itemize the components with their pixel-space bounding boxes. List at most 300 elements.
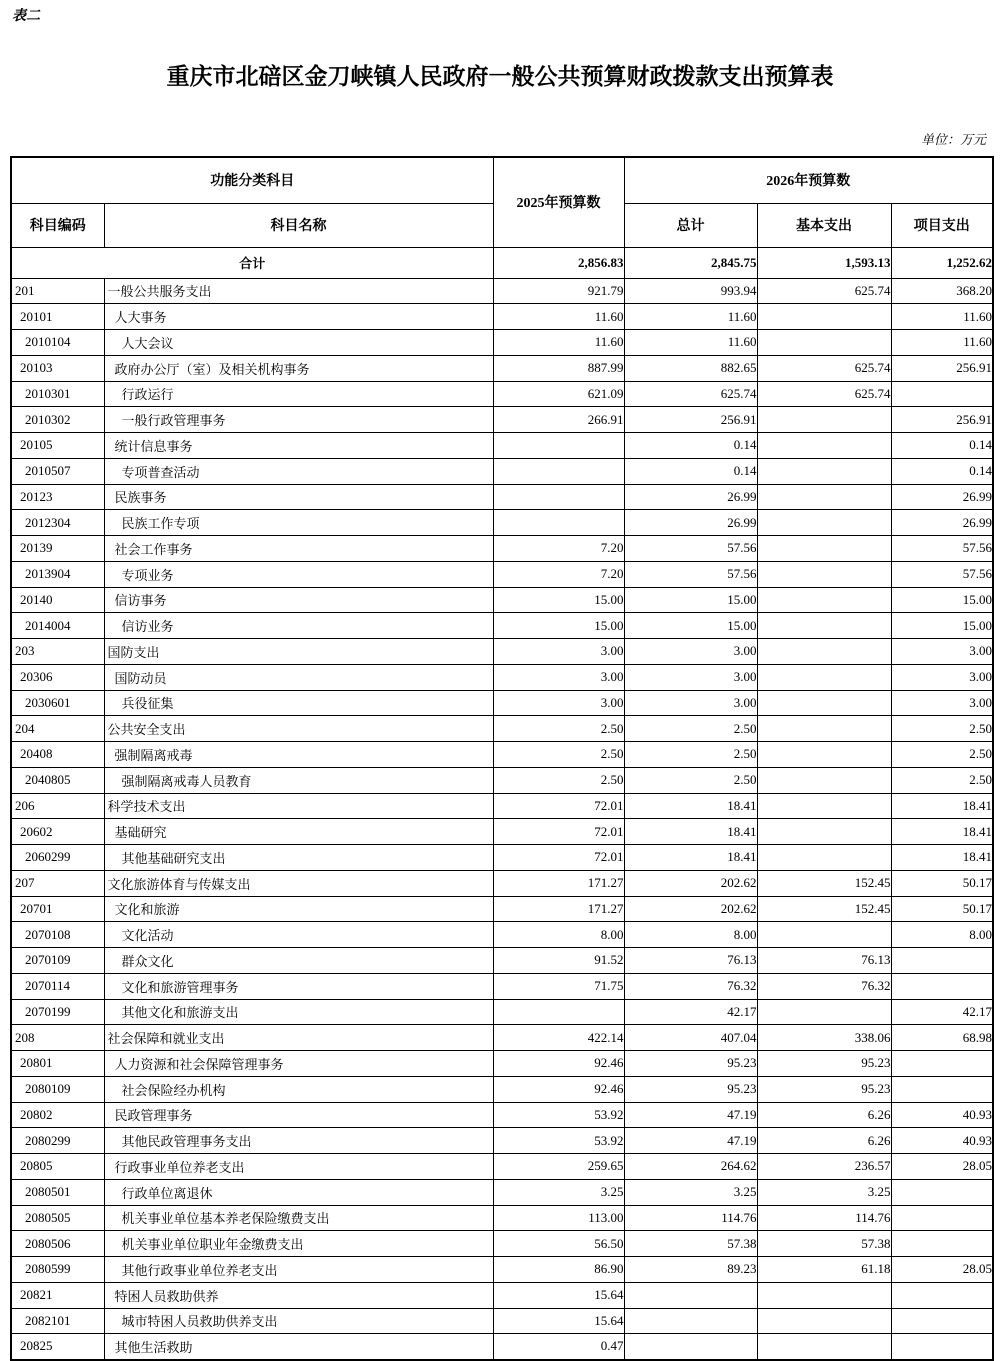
table-row: [11, 767, 993, 793]
code-cell: 20123: [11, 484, 104, 510]
value-2026-total-cell: 26.99: [624, 484, 757, 510]
code-cell: 2070114: [11, 973, 104, 999]
value-basic-cell: 236.57: [757, 1154, 891, 1180]
value-basic-cell: [757, 458, 891, 484]
value-2026-total-cell: 0.14: [624, 458, 757, 484]
value-2025-cell: 2.50: [493, 767, 624, 793]
value-2026-total-cell: 26.99: [624, 510, 757, 536]
value-project-cell: 28.05: [891, 1257, 993, 1283]
value-2025-cell: 7.20: [493, 561, 624, 587]
code-cell: 2014004: [11, 613, 104, 639]
value-2026-total-cell: 57.38: [624, 1231, 757, 1257]
value-2026-total-cell: [624, 1308, 757, 1334]
value-project-cell: 3.00: [891, 664, 993, 690]
name-cell: 其他文化和旅游支出: [104, 999, 493, 1025]
code-cell: 2040805: [11, 767, 104, 793]
value-2026-total-cell: 3.00: [624, 690, 757, 716]
name-cell: 其他民政管理事务支出: [104, 1128, 493, 1154]
value-2026-total-cell: 3.00: [624, 664, 757, 690]
value-2026-total-cell: 18.41: [624, 819, 757, 845]
value-2025-cell: 621.09: [493, 381, 624, 407]
table-body: [11, 278, 993, 1360]
value-project-cell: [891, 1334, 993, 1360]
value-2025-cell: 2.50: [493, 742, 624, 768]
value-2025-cell: 86.90: [493, 1257, 624, 1283]
name-cell: 行政单位离退休: [104, 1179, 493, 1205]
value-project-cell: 2.50: [891, 742, 993, 768]
value-basic-cell: 625.74: [757, 278, 891, 304]
value-2025-cell: 3.00: [493, 690, 624, 716]
value-project-cell: 0.14: [891, 433, 993, 459]
name-cell: 民族工作专项: [104, 510, 493, 536]
value-basic-cell: [757, 793, 891, 819]
value-2025-cell: 113.00: [493, 1205, 624, 1231]
grand-total-2025: 2,856.83: [493, 247, 624, 278]
value-basic-cell: 76.13: [757, 948, 891, 974]
value-basic-cell: [757, 304, 891, 330]
name-cell: 其他行政事业单位养老支出: [104, 1257, 493, 1283]
value-2026-total-cell: 407.04: [624, 1025, 757, 1051]
table-row: [11, 458, 993, 484]
value-2025-cell: 53.92: [493, 1128, 624, 1154]
value-2025-cell: [493, 484, 624, 510]
code-cell: 20802: [11, 1102, 104, 1128]
value-project-cell: [891, 948, 993, 974]
value-project-cell: [891, 1179, 993, 1205]
value-2026-total-cell: 89.23: [624, 1257, 757, 1283]
value-2026-total-cell: 3.00: [624, 639, 757, 665]
header-total: 总计: [624, 203, 757, 247]
code-cell: 2010301: [11, 381, 104, 407]
code-cell: 2082101: [11, 1308, 104, 1334]
name-cell: 国防动员: [104, 664, 493, 690]
table-row: [11, 664, 993, 690]
header-func-group: 功能分类科目: [11, 157, 493, 203]
table-row: [11, 922, 993, 948]
value-basic-cell: 625.74: [757, 381, 891, 407]
value-project-cell: 3.00: [891, 639, 993, 665]
code-cell: 206: [11, 793, 104, 819]
value-project-cell: 2.50: [891, 716, 993, 742]
table-row: [11, 639, 993, 665]
value-2025-cell: 3.25: [493, 1179, 624, 1205]
name-cell: 文化和旅游: [104, 896, 493, 922]
value-basic-cell: [757, 845, 891, 871]
table-row: [11, 381, 993, 407]
name-cell: 统计信息事务: [104, 433, 493, 459]
value-2026-total-cell: 202.62: [624, 896, 757, 922]
value-project-cell: [891, 1205, 993, 1231]
value-2025-cell: 15.64: [493, 1308, 624, 1334]
code-cell: 2010507: [11, 458, 104, 484]
value-2025-cell: 56.50: [493, 1231, 624, 1257]
code-cell: 207: [11, 870, 104, 896]
value-project-cell: 28.05: [891, 1154, 993, 1180]
value-2026-total-cell: 2.50: [624, 716, 757, 742]
code-cell: 2010104: [11, 330, 104, 356]
table-row: [11, 1128, 993, 1154]
value-basic-cell: 95.23: [757, 1051, 891, 1077]
value-basic-cell: [757, 330, 891, 356]
name-cell: 文化旅游体育与传媒支出: [104, 870, 493, 896]
value-2026-total-cell: 11.60: [624, 304, 757, 330]
value-2025-cell: 3.00: [493, 639, 624, 665]
value-2026-total-cell: 3.25: [624, 1179, 757, 1205]
value-project-cell: 11.60: [891, 304, 993, 330]
value-2025-cell: 887.99: [493, 355, 624, 381]
code-cell: 2080506: [11, 1231, 104, 1257]
value-project-cell: [891, 1308, 993, 1334]
value-2025-cell: 266.91: [493, 407, 624, 433]
value-2025-cell: 15.00: [493, 587, 624, 613]
value-basic-cell: 338.06: [757, 1025, 891, 1051]
value-project-cell: 18.41: [891, 845, 993, 871]
value-2025-cell: 53.92: [493, 1102, 624, 1128]
table-row: [11, 999, 993, 1025]
value-basic-cell: [757, 716, 891, 742]
code-cell: 2070108: [11, 922, 104, 948]
value-2026-total-cell: 256.91: [624, 407, 757, 433]
table-row: [11, 742, 993, 768]
value-basic-cell: 76.32: [757, 973, 891, 999]
code-cell: 20602: [11, 819, 104, 845]
value-basic-cell: 6.26: [757, 1102, 891, 1128]
name-cell: 城市特困人员救助供养支出: [104, 1308, 493, 1334]
value-project-cell: 2.50: [891, 767, 993, 793]
table-row: [11, 1282, 993, 1308]
header-2025-budget: 2025年预算数: [493, 157, 624, 247]
table-row: [11, 690, 993, 716]
table-row: [11, 1154, 993, 1180]
value-project-cell: 40.93: [891, 1102, 993, 1128]
value-basic-cell: [757, 690, 891, 716]
code-cell: 201: [11, 278, 104, 304]
value-basic-cell: [757, 742, 891, 768]
header-row-1: [11, 157, 993, 203]
value-basic-cell: [757, 639, 891, 665]
value-basic-cell: [757, 561, 891, 587]
grand-total-basic: 1,593.13: [757, 247, 891, 278]
value-2025-cell: 92.46: [493, 1076, 624, 1102]
code-cell: 2030601: [11, 690, 104, 716]
value-2025-cell: 259.65: [493, 1154, 624, 1180]
value-2026-total-cell: 882.65: [624, 355, 757, 381]
table-row: [11, 1179, 993, 1205]
value-2025-cell: 72.01: [493, 845, 624, 871]
name-cell: 人大事务: [104, 304, 493, 330]
code-cell: 20140: [11, 587, 104, 613]
name-cell: 专项业务: [104, 561, 493, 587]
value-basic-cell: [757, 587, 891, 613]
code-cell: 2013904: [11, 561, 104, 587]
value-2025-cell: 8.00: [493, 922, 624, 948]
value-2026-total-cell: 18.41: [624, 845, 757, 871]
value-project-cell: [891, 1051, 993, 1077]
name-cell: 机关事业单位基本养老保险缴费支出: [104, 1205, 493, 1231]
sheet-tag: 表二: [12, 9, 40, 24]
value-2026-total-cell: 76.13: [624, 948, 757, 974]
value-2025-cell: 171.27: [493, 896, 624, 922]
table-row: [11, 973, 993, 999]
code-cell: 20701: [11, 896, 104, 922]
code-cell: 20821: [11, 1282, 104, 1308]
value-project-cell: 40.93: [891, 1128, 993, 1154]
grand-total-total: 2,845.75: [624, 247, 757, 278]
value-2026-total-cell: 993.94: [624, 278, 757, 304]
code-cell: 203: [11, 639, 104, 665]
value-2026-total-cell: 57.56: [624, 561, 757, 587]
value-basic-cell: [757, 407, 891, 433]
name-cell: 文化活动: [104, 922, 493, 948]
value-project-cell: 0.14: [891, 458, 993, 484]
value-2025-cell: 3.00: [493, 664, 624, 690]
code-cell: 204: [11, 716, 104, 742]
code-cell: 208: [11, 1025, 104, 1051]
value-project-cell: 15.00: [891, 587, 993, 613]
grand-total-project: 1,252.62: [891, 247, 993, 278]
value-2026-total-cell: 114.76: [624, 1205, 757, 1231]
value-2025-cell: 72.01: [493, 819, 624, 845]
header-2026-budget: 2026年预算数: [624, 157, 993, 203]
name-cell: 一般行政管理事务: [104, 407, 493, 433]
code-cell: 20801: [11, 1051, 104, 1077]
table-row: [11, 1102, 993, 1128]
table-row: [11, 870, 993, 896]
value-2025-cell: 171.27: [493, 870, 624, 896]
name-cell: 国防支出: [104, 639, 493, 665]
value-project-cell: 15.00: [891, 613, 993, 639]
value-basic-cell: [757, 613, 891, 639]
value-project-cell: 26.99: [891, 510, 993, 536]
code-cell: 2080599: [11, 1257, 104, 1283]
code-cell: 2080501: [11, 1179, 104, 1205]
code-cell: 2012304: [11, 510, 104, 536]
value-basic-cell: 61.18: [757, 1257, 891, 1283]
name-cell: 其他基础研究支出: [104, 845, 493, 871]
name-cell: 民政管理事务: [104, 1102, 493, 1128]
value-2026-total-cell: 625.74: [624, 381, 757, 407]
name-cell: 兵役征集: [104, 690, 493, 716]
value-basic-cell: 152.45: [757, 896, 891, 922]
value-basic-cell: 152.45: [757, 870, 891, 896]
code-cell: 20408: [11, 742, 104, 768]
code-cell: 20825: [11, 1334, 104, 1360]
table-row: [11, 1025, 993, 1051]
table-row: [11, 948, 993, 974]
value-project-cell: 256.91: [891, 407, 993, 433]
name-cell: 强制隔离戒毒: [104, 742, 493, 768]
name-cell: 行政事业单位养老支出: [104, 1154, 493, 1180]
table-row: [11, 1308, 993, 1334]
value-basic-cell: [757, 1308, 891, 1334]
name-cell: 其他生活救助: [104, 1334, 493, 1360]
value-2026-total-cell: 76.32: [624, 973, 757, 999]
value-project-cell: [891, 973, 993, 999]
value-project-cell: 368.20: [891, 278, 993, 304]
value-basic-cell: 6.26: [757, 1128, 891, 1154]
value-basic-cell: 3.25: [757, 1179, 891, 1205]
value-2025-cell: 72.01: [493, 793, 624, 819]
table-row: [11, 484, 993, 510]
name-cell: 专项普查活动: [104, 458, 493, 484]
table-row: [11, 278, 993, 304]
table-row: [11, 1257, 993, 1283]
page-title: 重庆市北碚区金刀峡镇人民政府一般公共预算财政拨款支出预算表: [166, 63, 834, 89]
table-row: [11, 896, 993, 922]
table-row: [11, 510, 993, 536]
value-2025-cell: 15.00: [493, 613, 624, 639]
code-cell: 20306: [11, 664, 104, 690]
value-basic-cell: [757, 510, 891, 536]
budget-table: [10, 156, 994, 1361]
table-row: [11, 407, 993, 433]
value-2026-total-cell: 95.23: [624, 1076, 757, 1102]
value-2026-total-cell: [624, 1282, 757, 1308]
value-2026-total-cell: 15.00: [624, 613, 757, 639]
value-2026-total-cell: 47.19: [624, 1128, 757, 1154]
code-cell: 20101: [11, 304, 104, 330]
name-cell: 信访业务: [104, 613, 493, 639]
value-2026-total-cell: 18.41: [624, 793, 757, 819]
value-project-cell: [891, 381, 993, 407]
table-row: [11, 304, 993, 330]
table-row: [11, 793, 993, 819]
value-project-cell: 42.17: [891, 999, 993, 1025]
value-2026-total-cell: 95.23: [624, 1051, 757, 1077]
name-cell: 人力资源和社会保障管理事务: [104, 1051, 493, 1077]
value-project-cell: 50.17: [891, 896, 993, 922]
table-row: [11, 845, 993, 871]
unit-note: 单位：万元: [920, 132, 986, 147]
value-project-cell: 57.56: [891, 536, 993, 562]
table-row: [11, 1205, 993, 1231]
value-project-cell: 256.91: [891, 355, 993, 381]
table-row: [11, 536, 993, 562]
name-cell: 社会工作事务: [104, 536, 493, 562]
name-cell: 政府办公厅（室）及相关机构事务: [104, 355, 493, 381]
table-row: [11, 1051, 993, 1077]
value-2025-cell: 0.47: [493, 1334, 624, 1360]
code-cell: 2010302: [11, 407, 104, 433]
name-cell: 基础研究: [104, 819, 493, 845]
value-basic-cell: 57.38: [757, 1231, 891, 1257]
table-row: [11, 433, 993, 459]
value-project-cell: 68.98: [891, 1025, 993, 1051]
value-project-cell: [891, 1076, 993, 1102]
value-2025-cell: 2.50: [493, 716, 624, 742]
table-row: [11, 1076, 993, 1102]
value-project-cell: 11.60: [891, 330, 993, 356]
code-cell: 20103: [11, 355, 104, 381]
value-2025-cell: [493, 458, 624, 484]
table-row: [11, 587, 993, 613]
code-cell: 2060299: [11, 845, 104, 871]
value-project-cell: 3.00: [891, 690, 993, 716]
header-subject-code: 科目编码: [11, 203, 104, 247]
value-basic-cell: [757, 536, 891, 562]
name-cell: 强制隔离戒毒人员教育: [104, 767, 493, 793]
name-cell: 一般公共服务支出: [104, 278, 493, 304]
table-row: [11, 1231, 993, 1257]
value-2026-total-cell: [624, 1334, 757, 1360]
value-2026-total-cell: 2.50: [624, 742, 757, 768]
value-basic-cell: [757, 1282, 891, 1308]
value-2026-total-cell: 11.60: [624, 330, 757, 356]
value-2026-total-cell: 0.14: [624, 433, 757, 459]
header-subject-name: 科目名称: [104, 203, 493, 247]
value-project-cell: 8.00: [891, 922, 993, 948]
value-basic-cell: [757, 433, 891, 459]
value-2026-total-cell: 264.62: [624, 1154, 757, 1180]
name-cell: 民族事务: [104, 484, 493, 510]
header-project-expenditure: 项目支出: [891, 203, 993, 247]
table-row: [11, 613, 993, 639]
value-basic-cell: [757, 767, 891, 793]
value-2025-cell: 422.14: [493, 1025, 624, 1051]
value-2026-total-cell: 2.50: [624, 767, 757, 793]
table-row: [11, 1334, 993, 1360]
grand-total-label: 合计: [11, 247, 493, 278]
value-2026-total-cell: 202.62: [624, 870, 757, 896]
value-basic-cell: [757, 484, 891, 510]
value-basic-cell: 625.74: [757, 355, 891, 381]
value-2026-total-cell: 8.00: [624, 922, 757, 948]
value-project-cell: [891, 1282, 993, 1308]
value-2026-total-cell: 42.17: [624, 999, 757, 1025]
table-row: [11, 716, 993, 742]
value-project-cell: 26.99: [891, 484, 993, 510]
value-2025-cell: 11.60: [493, 330, 624, 356]
name-cell: 机关事业单位职业年金缴费支出: [104, 1231, 493, 1257]
value-basic-cell: [757, 664, 891, 690]
name-cell: 群众文化: [104, 948, 493, 974]
header-basic-expenditure: 基本支出: [757, 203, 891, 247]
code-cell: 2080505: [11, 1205, 104, 1231]
value-basic-cell: [757, 819, 891, 845]
table-row: [11, 561, 993, 587]
value-2025-cell: 7.20: [493, 536, 624, 562]
value-project-cell: 18.41: [891, 793, 993, 819]
value-2025-cell: 11.60: [493, 304, 624, 330]
value-2025-cell: [493, 433, 624, 459]
code-cell: 2070199: [11, 999, 104, 1025]
grand-total-row: [11, 247, 993, 278]
value-2025-cell: 92.46: [493, 1051, 624, 1077]
value-2025-cell: 91.52: [493, 948, 624, 974]
code-cell: 2070109: [11, 948, 104, 974]
name-cell: 信访事务: [104, 587, 493, 613]
value-2026-total-cell: 47.19: [624, 1102, 757, 1128]
value-2025-cell: 15.64: [493, 1282, 624, 1308]
name-cell: 公共安全支出: [104, 716, 493, 742]
value-basic-cell: 95.23: [757, 1076, 891, 1102]
table-row: [11, 330, 993, 356]
value-2025-cell: [493, 510, 624, 536]
value-project-cell: 50.17: [891, 870, 993, 896]
value-basic-cell: 114.76: [757, 1205, 891, 1231]
value-2026-total-cell: 15.00: [624, 587, 757, 613]
name-cell: 社会保险经办机构: [104, 1076, 493, 1102]
code-cell: 20105: [11, 433, 104, 459]
code-cell: 20139: [11, 536, 104, 562]
value-2025-cell: 921.79: [493, 278, 624, 304]
name-cell: 人大会议: [104, 330, 493, 356]
code-cell: 2080109: [11, 1076, 104, 1102]
name-cell: 文化和旅游管理事务: [104, 973, 493, 999]
code-cell: 2080299: [11, 1128, 104, 1154]
code-cell: 20805: [11, 1154, 104, 1180]
table-header: [11, 157, 993, 247]
